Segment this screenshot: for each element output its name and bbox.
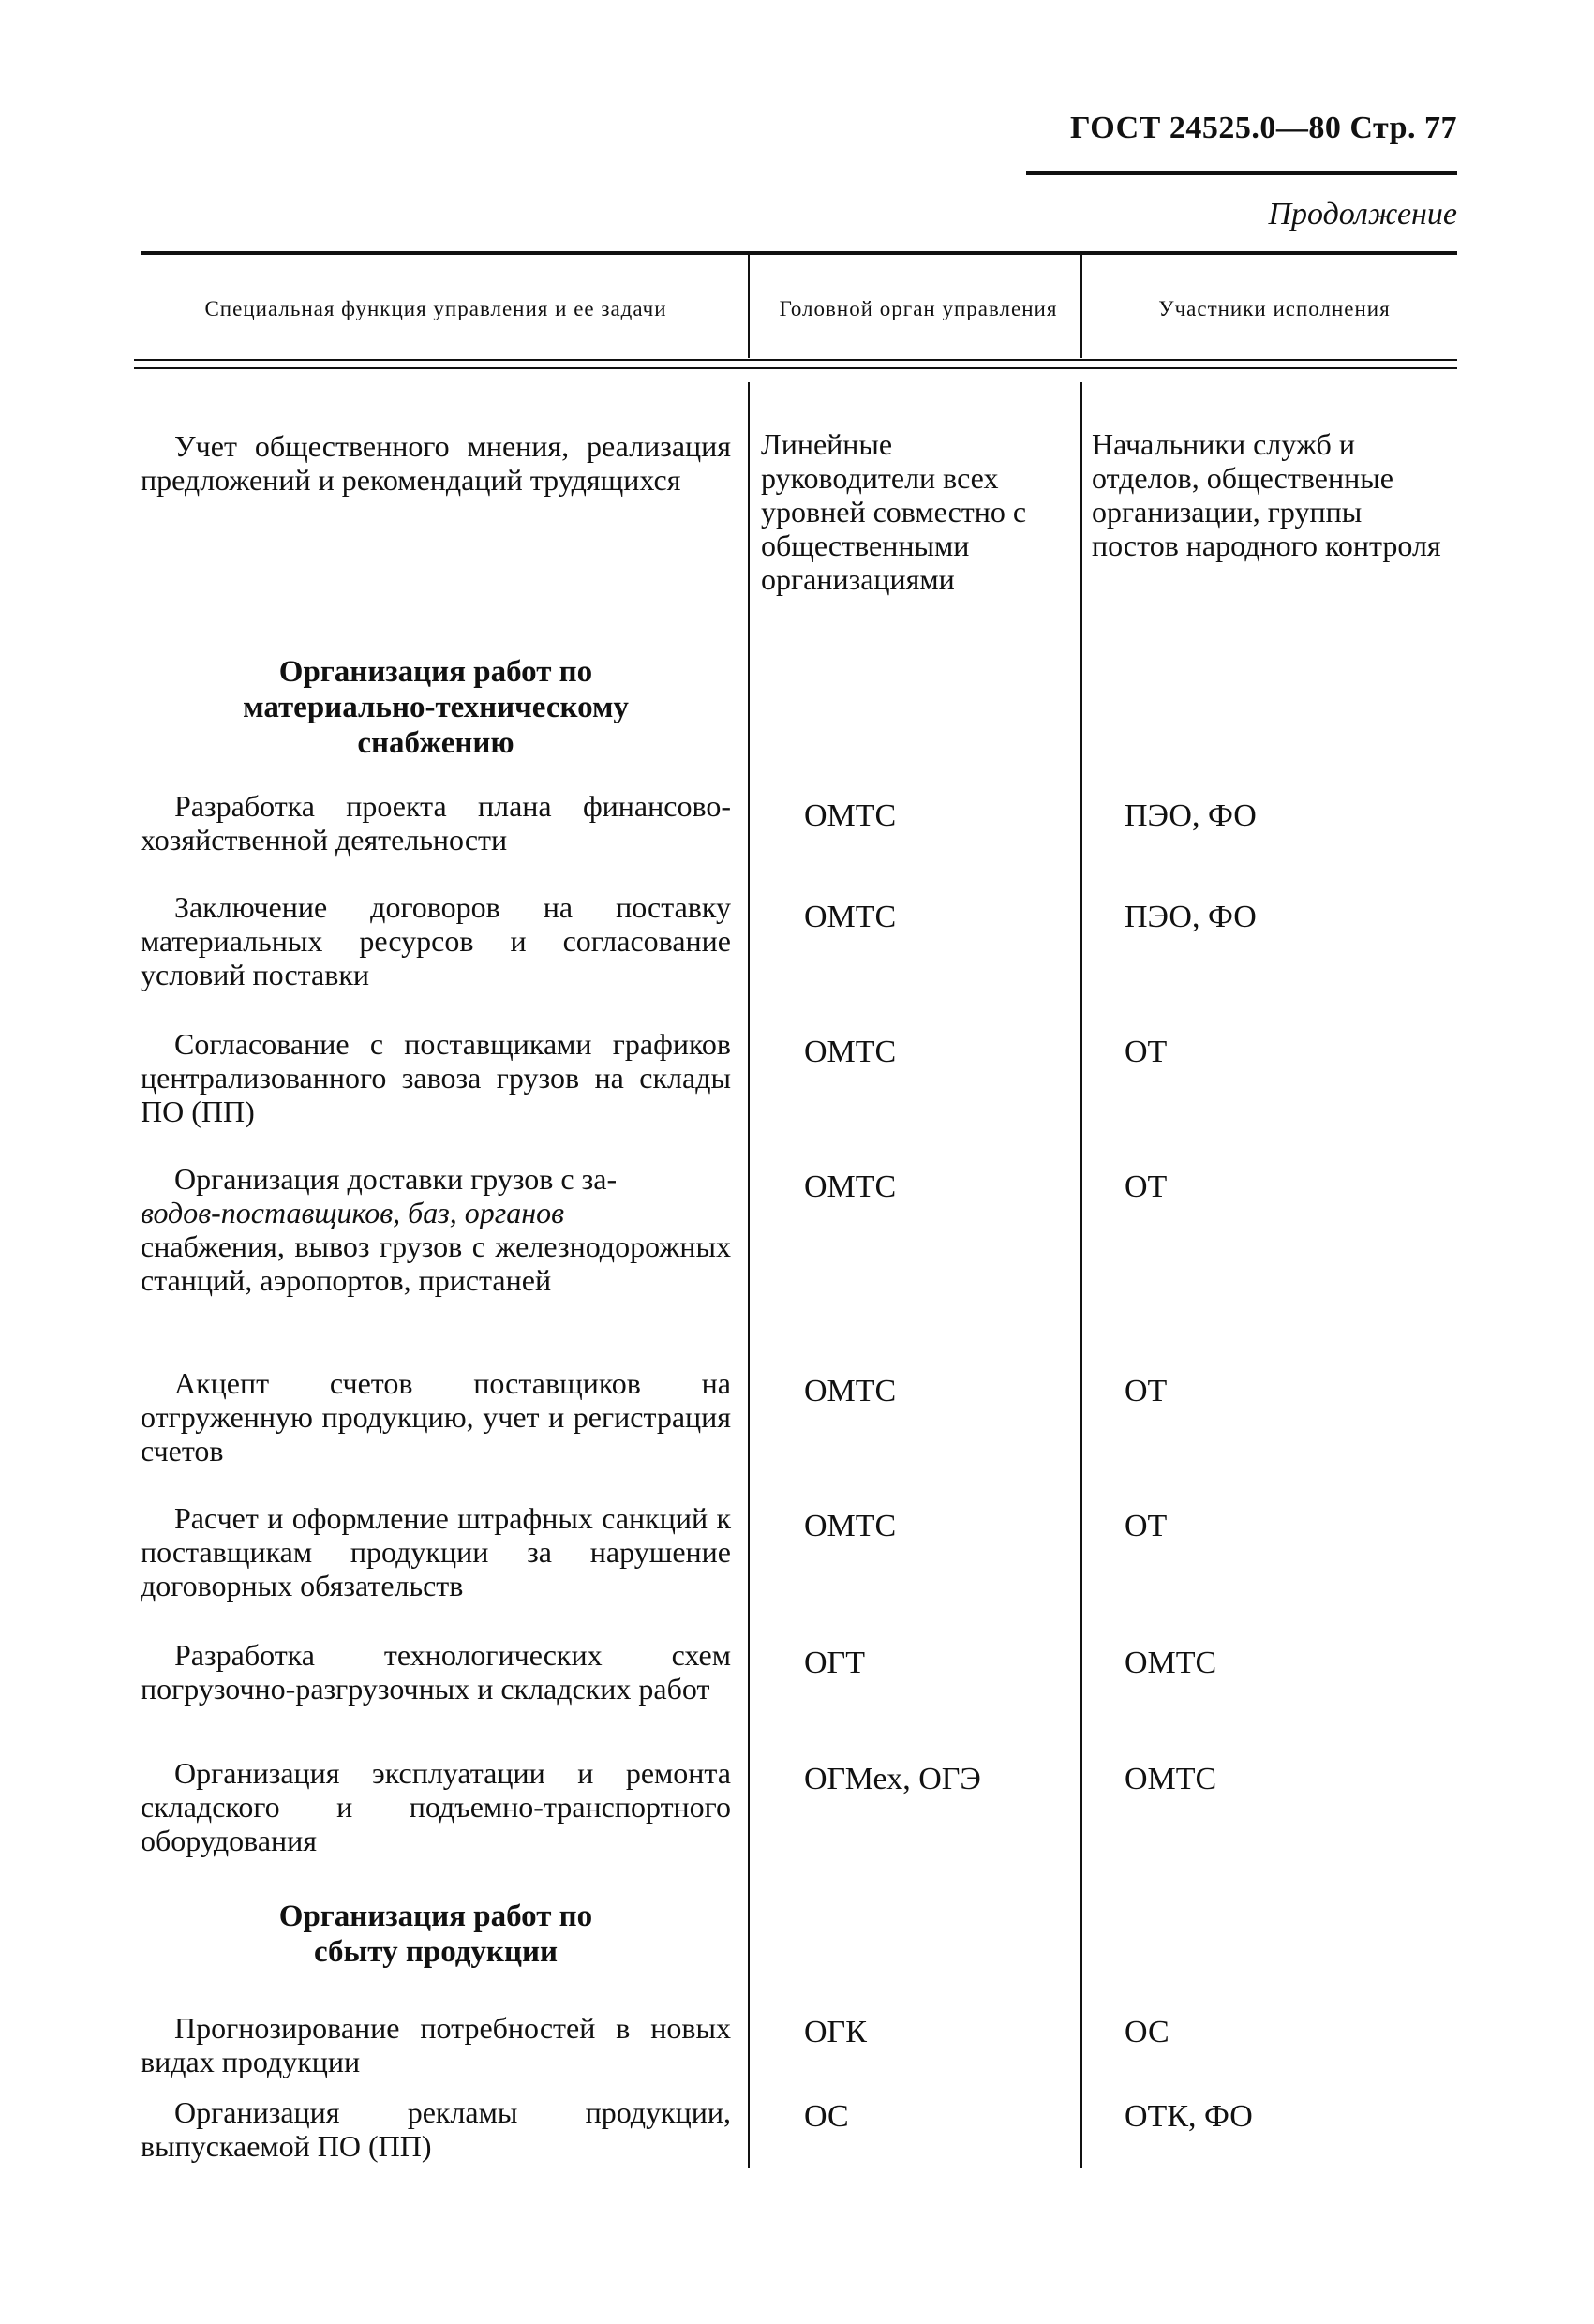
table-top-rule xyxy=(141,251,1457,255)
head-cell: ОМТС xyxy=(804,1509,897,1543)
col-divider-1 xyxy=(748,382,750,2168)
header-col-2: Головной орган управления xyxy=(779,297,1058,320)
thead-rule-top xyxy=(134,359,1457,361)
task-cell xyxy=(141,429,731,497)
col-divider-1-header xyxy=(748,255,750,358)
col-divider-2-header xyxy=(1080,255,1082,358)
section-heading: Организация работ по материально-техническому снабжению xyxy=(243,655,629,760)
head-cell: ОС xyxy=(804,2099,849,2134)
participants-cell: ОТ xyxy=(1125,1509,1168,1543)
task-text: Учет общественного мнения, реализация предложений и рекомендаций трудящихся xyxy=(141,429,731,497)
participants-cell: ОМТС xyxy=(1125,1762,1217,1796)
participants-cell: ОС xyxy=(1125,2015,1169,2049)
participants-cell: ОТ xyxy=(1125,1374,1168,1408)
participants-cell: ПЭО, ФО xyxy=(1125,900,1257,934)
task-cell: Организация рекламы продукции, выпускаемой ПО (ПП) xyxy=(141,2095,731,2163)
participants-cell: ОТ xyxy=(1125,1035,1168,1069)
col-divider-2 xyxy=(1080,382,1082,2168)
task-cell: Согласование с поставщиками графиков централизованного завоза грузов на склады ПО (ПП) xyxy=(141,1027,731,1128)
task-cell: Акцепт счетов поставщиков на отгруженную продукцию, учет и регистрация счетов xyxy=(141,1366,731,1467)
continuation-label: Продолжение xyxy=(1268,197,1457,231)
task-cell: Организация доставки грузов с за- водов-поставщиков, баз, органов снабжения, вывоз грузов с железнодорожных станций, аэропортов, пристаней xyxy=(141,1162,731,1297)
head-cell: ОМТС xyxy=(804,798,897,833)
task-cell: Заключение договоров на поставку материальных ресурсов и согласование условий поставки xyxy=(141,890,731,991)
participants-cell: ОТК, ФО xyxy=(1125,2099,1253,2134)
head-cell: ОГК xyxy=(804,2015,867,2049)
thead-rule-bottom xyxy=(134,367,1457,369)
task-cell: Расчет и оформление штрафных санкций к поставщикам продукции за нарушение договорных обязательств xyxy=(141,1501,731,1602)
participants-cell: ОТ xyxy=(1125,1169,1168,1204)
header-rule xyxy=(1026,171,1457,175)
head-cell: Линейные руководители всех уровней совместно с общественными организациями xyxy=(761,427,1027,596)
task-cell: Разработка проекта плана финансово-хозяйственной деятельности xyxy=(141,789,731,857)
head-cell: ОМТС xyxy=(804,900,897,934)
page-header: ГОСТ 24525.0—80 Стр. 77 xyxy=(1069,111,1457,145)
header-col-3: Участники исполнения xyxy=(1158,297,1391,320)
head-cell: ОМТС xyxy=(804,1035,897,1069)
participants-cell: ОМТС xyxy=(1125,1646,1217,1680)
head-cell: ОГТ xyxy=(804,1646,865,1680)
task-cell: Организация эксплуатации и ремонта складского и подъемно-транспортного оборудования xyxy=(141,1756,731,1857)
participants-cell: ПЭО, ФО xyxy=(1125,798,1257,833)
head-cell: ОГМех, ОГЭ xyxy=(804,1762,981,1796)
head-cell: ОМТС xyxy=(804,1169,897,1204)
participants-cell: Начальники служб и отделов, общественные организации, группы постов народного контроля xyxy=(1092,427,1441,562)
section-heading: Организация работ по сбыту продукции xyxy=(278,1899,593,1969)
header-col-1: Специальная функция управления и ее задачи xyxy=(204,297,667,320)
task-cell: Разработка технологических схем погрузочно-разгрузочных и складских работ xyxy=(141,1638,731,1706)
head-cell: ОМТС xyxy=(804,1374,897,1408)
task-cell: Прогнозирование потребностей в новых видах продукции xyxy=(141,2011,731,2078)
